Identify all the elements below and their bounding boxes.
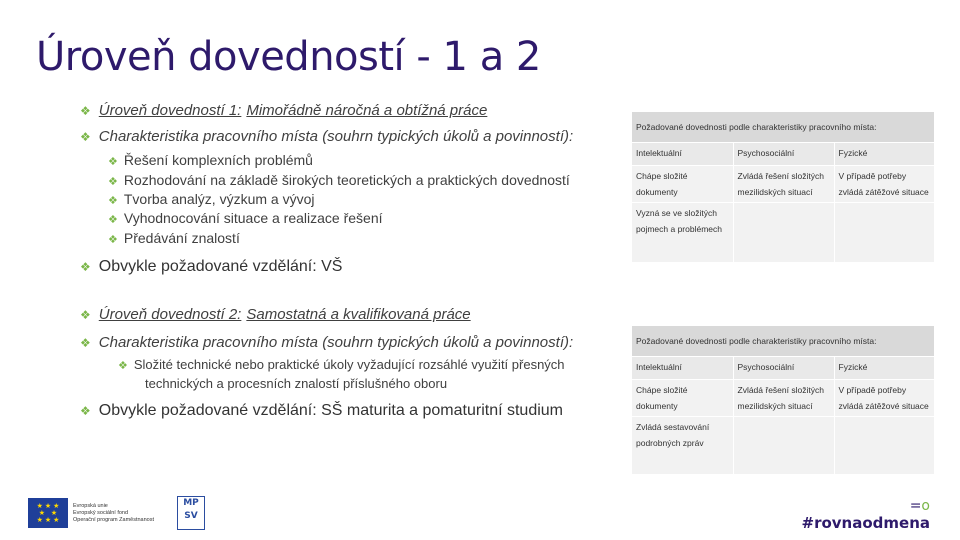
table-header: Požadované dovednosti podle charakteristiky pracovního místa: xyxy=(632,326,934,357)
column-header: Fyzické xyxy=(834,357,934,380)
table-cell: Chápe složité dokumenty xyxy=(632,380,733,417)
diamond-bullet-icon: ❖ xyxy=(80,260,91,274)
page-title: Úroveň dovedností - 1 a 2 xyxy=(36,34,541,80)
level1-heading-text: Mimořádně náročná a obtížná práce xyxy=(246,102,488,119)
eu-line: Evropský sociální fond xyxy=(73,509,129,516)
diamond-bullet-icon: ❖ xyxy=(108,175,118,188)
column-header: Intelektuální xyxy=(632,143,733,166)
mpsv-logo-icon xyxy=(177,496,205,530)
table-cell: Zvládá řešení složitých mezilidských situací xyxy=(733,166,834,203)
level2-characteristic xyxy=(80,334,573,351)
table-cell xyxy=(834,417,934,475)
level2-heading-label: Úroveň dovedností 2: xyxy=(98,306,242,323)
diamond-bullet-icon: ❖ xyxy=(108,233,118,246)
eu-line: Operační program Zaměstnanost xyxy=(73,516,155,523)
level2-education-text: Obvykle požadované vzdělání: SŠ maturita a pomaturitní studium xyxy=(98,402,564,419)
level2-heading-text: Samostatná a kvalifikovaná práce xyxy=(246,306,471,323)
brand-mark-icon: =o xyxy=(909,498,930,514)
table-header: Požadované dovednosti podle charakteristiky pracovního místa: xyxy=(632,112,934,143)
level2-heading xyxy=(80,306,471,323)
skills-table-level2 xyxy=(632,326,935,475)
level1-education-text: Obvykle požadované vzdělání: VŠ xyxy=(98,258,343,275)
diamond-bullet-icon: ❖ xyxy=(108,155,118,168)
level1-item xyxy=(108,172,570,188)
list-item: Tvorba analýz, výzkum a vývoj xyxy=(123,191,315,207)
table-cell: Zvládá sestavování podrobných zpráv xyxy=(632,417,733,475)
table-cell: V případě potřeby zvládá zátěžové situace xyxy=(834,380,934,417)
column-header: Psychosociální xyxy=(733,143,834,166)
diamond-bullet-icon: ❖ xyxy=(80,104,91,118)
eu-line: Evropská unie xyxy=(73,502,108,509)
level1-item xyxy=(108,210,383,226)
table-cell xyxy=(733,203,834,263)
list-item: Předávání znalostí xyxy=(123,230,240,246)
level2-education xyxy=(80,402,563,420)
rovnaodmena-logo-icon xyxy=(802,498,931,532)
eu-flag-icon: ★ ★ ★ ★ ★ ★ ★ ★ xyxy=(28,498,68,528)
table-cell xyxy=(733,417,834,475)
column-header: Intelektuální xyxy=(632,357,733,380)
level2-characteristic-text: Charakteristika pracovního místa (souhrn typických úkolů a povinností): xyxy=(98,334,574,351)
list-item: Rozhodování na základě širokých teoretických a praktických dovedností xyxy=(123,172,570,188)
level1-characteristic xyxy=(80,128,573,145)
level2-item-continued xyxy=(145,376,447,391)
table-cell xyxy=(834,203,934,263)
level1-heading-label: Úroveň dovedností 1: xyxy=(98,102,242,119)
level1-item xyxy=(108,152,313,168)
level1-education xyxy=(80,258,342,276)
diamond-bullet-icon: ❖ xyxy=(80,404,91,418)
table-cell: V případě potřeby zvládá zátěžové situace xyxy=(834,166,934,203)
diamond-bullet-icon: ❖ xyxy=(118,359,128,372)
table-row xyxy=(632,380,934,417)
diamond-bullet-icon: ❖ xyxy=(108,213,118,226)
list-item: Složité technické nebo praktické úkoly vyžadující rozsáhlé využití přesných xyxy=(133,357,565,372)
column-header: Fyzické xyxy=(834,143,934,166)
level1-characteristic-text: Charakteristika pracovního místa (souhrn typických úkolů a povinností): xyxy=(98,128,574,145)
mpsv-line: SV xyxy=(184,511,198,521)
table-cell: Chápe složité dokumenty xyxy=(632,166,733,203)
column-header: Psychosociální xyxy=(733,357,834,380)
level1-item xyxy=(108,230,240,246)
table-cell: Vyzná se ve složitých pojmech a problémech xyxy=(632,203,733,263)
list-item-continuation: technických a procesních znalostí příslušného oboru xyxy=(145,376,448,391)
level1-item xyxy=(108,191,315,207)
list-item: Řešení komplexních problémů xyxy=(123,152,313,168)
skills-table-level1 xyxy=(632,112,935,263)
table-row xyxy=(632,417,934,475)
table-row xyxy=(632,203,934,263)
footer-logos xyxy=(28,496,205,530)
table-row xyxy=(632,166,934,203)
eu-logo-text xyxy=(73,503,173,524)
diamond-bullet-icon: ❖ xyxy=(80,308,91,322)
level2-item xyxy=(118,357,565,372)
diamond-bullet-icon: ❖ xyxy=(80,130,91,144)
diamond-bullet-icon: ❖ xyxy=(108,194,118,207)
table-cell: Zvládá řešení složitých mezilidských situací xyxy=(733,380,834,417)
list-item: Vyhodnocování situace a realizace řešení xyxy=(123,210,383,226)
level1-heading xyxy=(80,102,487,119)
brand-hashtag: #rovnaodmena xyxy=(801,514,930,532)
mpsv-line: MP xyxy=(183,498,199,508)
diamond-bullet-icon: ❖ xyxy=(80,336,91,350)
